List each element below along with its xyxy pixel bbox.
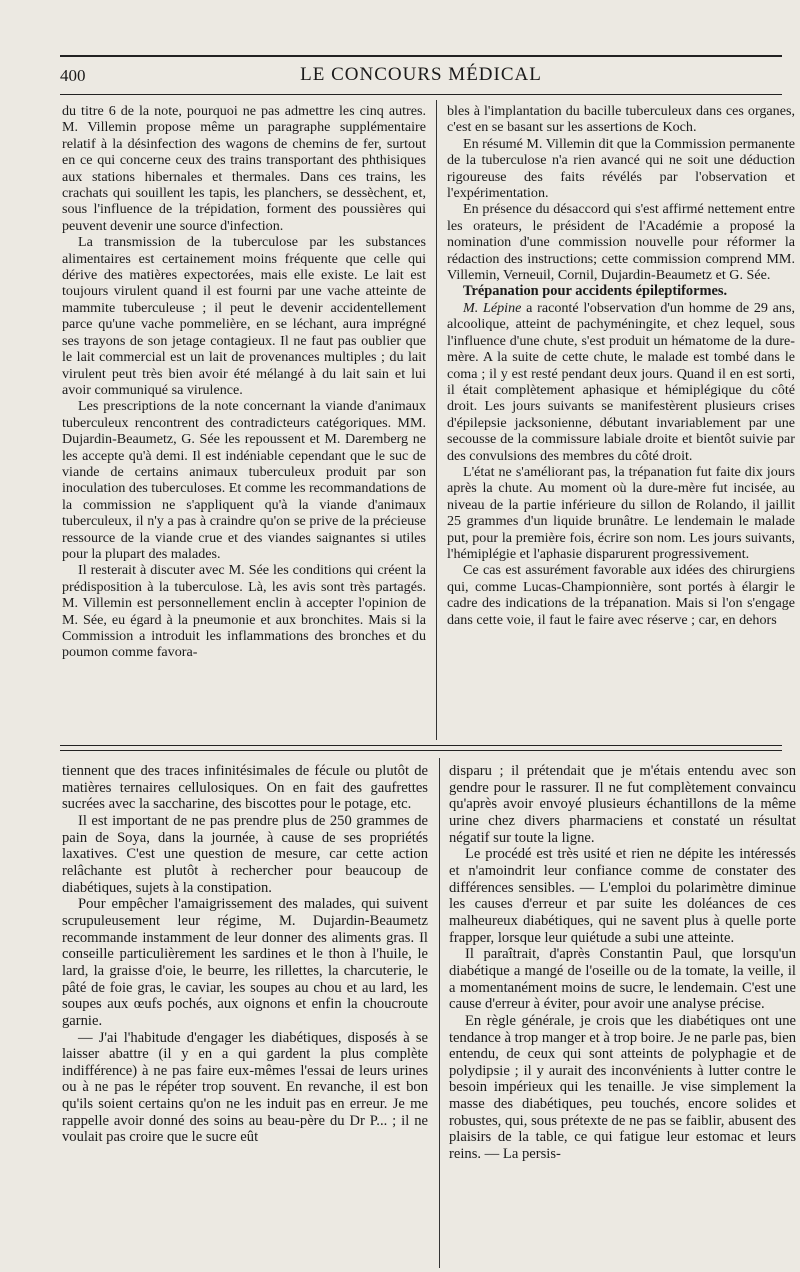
section-rule — [60, 750, 782, 751]
page-header — [60, 62, 782, 90]
column-bottom-right — [449, 763, 796, 1263]
author-name: M. Lépine — [463, 299, 522, 316]
section-rule — [60, 745, 782, 746]
paragraph: bles à l'implantation du bacille tuberculeux dans ces organes, c'est en se basant sur les assertions de Koch. — [447, 103, 795, 136]
paragraph: Pour empêcher l'amaigrissement des malades, qui suivent scrupuleusement leur régime, M. Dujardin-Beaumetz recommande instamment de leur donner des aliments gras. Il conseille particulièrement les sardines et le thon à l'huile, le lard, la graisse d'oie, le beurre, les rillettes, la charcuterie, le pâté de foie gras, le caviar, les soupes au chou et au lard, les soupes aux œufs pochés, aux oignons et enfin la choucroute garnie. — [62, 896, 428, 1029]
paragraph: Il paraîtrait, d'après Constantin Paul, que lorsqu'un diabétique a mangé de l'oseille ou de la tomate, la veille, il a momentanément moins de sucre, le lendemain. C'est une cause d'erreur à éviter, pour avoir une analyse précise. — [449, 946, 796, 1013]
paragraph: La transmission de la tuberculose par les substances alimentaires est certainement moins fréquente que celle qui dérive des matières expectorées, mais elle existe. Le lait est toujours virulent quand il est fourni par une vache atteinte de mammite tuberculeuse ; il peut le devenir accidentellement parce qu'une vache pommelière, en se léchant, aura imprégné ses trayons de son jetage contagieux. Il ne faut pas oublier que le lait commercial est un lait de provenances multiples ; du lait virulent peut très bien avoir été mélangé à du lait sain et lui avoir communiqué sa virulence. — [62, 234, 426, 398]
column-divider — [436, 100, 437, 740]
column-top-right — [447, 103, 795, 739]
column-bottom-left — [62, 763, 428, 1263]
page-number: 400 — [60, 66, 86, 85]
paragraph: Ce cas est assurément favorable aux idées des chirurgiens qui, comme Lucas-Championnière, sont portés à élargir le cadre des indications de la trépanation. Mais si l'on s'engage dans cette voie, il faut le faire avec réserve ; car, en dehors — [447, 562, 795, 628]
paragraph — [447, 300, 795, 464]
journal-title: LE CONCOURS MÉDICAL — [300, 64, 542, 85]
paragraph: En règle générale, je crois que les diabétiques ont une tendance à trop manger et à trop boire. Je ne parle pas, bien entendu, de ceux qui sont atteints de polyphagie et de polydipsie ; il y aurait des inconvénients à lutter contre le besoin impérieux qui les tenaille. Je vise simplement la masse des diabétiques, peu touchés, encore solides et robustes, qui, sous prétexte de ne pas se faiblir, abusent des plaisirs de la table, ce qui fatigue leur estomac et leurs reins. — La persis- — [449, 1012, 796, 1163]
paragraph: Le procédé est très usité et rien ne dépite les intéressés et n'amoindrit leur confiance comme de constater des différences sensibles. — L'emploi du polarimètre diminue les causes d'erreur et par suite les doléances de ces malheureux diabétiques, qui ne savent plus à quelle porte frapper, lorsque leur quiétude a subi une atteinte. — [449, 846, 796, 946]
paragraph-text: a raconté l'observation d'un homme de 29 ans, alcoolique, atteint de pachyméningite, et chez lequel, sous l'influence d'une chute, s'est produit un hématome de la dure-mère. A la suite de cette chute, le malade est tombé dans le coma ; il y est resté pendant deux jours. Quand il en est sorti, il était complètement aphasique et hémiplégique du côté droit. Les jours suivants se manifestèrent plusieurs crises d'épilepsie jacksonienne, débutant invariablement par une secousse de la commissure labiale droite et bientôt suivie par des convulsions des membres du côté droit. — [447, 299, 795, 464]
column-divider — [439, 758, 440, 1268]
paragraph: L'état ne s'améliorant pas, la trépanation fut faite dix jours après la chute. Au moment où la dure-mère fut incisée, au niveau de la partie inférieure du sillon de Rolando, il jaillit 25 grammes d'un liquide brunâtre. Le lendemain le malade put, pour la première fois, écrire son nom. Les jours suivants, l'hémiplégie et l'aphasie disparurent progressivement. — [447, 463, 795, 562]
paragraph: Les prescriptions de la note concernant la viande d'animaux tuberculeux rencontrent des contradicteurs catégoriques. MM. Dujardin-Beaumetz, G. Sée les repoussent et M. Daremberg ne les accepte qu'à demi. Il est indéniable cependant que le suc de viande de certains animaux tuberculeux produit par son inoculation des tuberculoses. Et comme les recommandations de la commission ne s'appliquent qu'à la viande d'animaux tuberculeux, il n'y a pas à craindre qu'on se prive de la précieuse ressource de la viande crue et des viandes saignantes si utiles pour la plupart des malades. — [62, 398, 426, 562]
paragraph: En présence du désaccord qui s'est affirmé nettement entre les orateurs, le président de l'Académie a proposé la nomination d'une commission nouvelle pour réformer la rédaction des instructions; cette commission comprend MM. Villemin, Verneuil, Cornil, Dujardin-Beaumetz et G. Sée. — [447, 201, 795, 284]
top-rule — [60, 55, 782, 57]
header-rule — [60, 94, 782, 95]
paragraph: — J'ai l'habitude d'engager les diabétiques, disposés à se laisser abattre (il y en a qui gardent la plus complète indifférence) à ne pas faire eux-mêmes l'essai de leurs urines ou à ne pas le répéter trop souvent. En revanche, il est bon qu'ils soient certains qu'on ne les induit pas en erreur. Je me rappelle avoir donné des soins au beau-père du Dr P... ; il ne voulait pas croire que le sucre eût — [62, 1029, 428, 1146]
paragraph: disparu ; il prétendait que je m'étais entendu avec son gendre pour le rassurer. Il ne fut complètement convaincu qu'après avoir envoyé plusieurs échantillons de la même urine chez divers pharmaciens et constaté un résultat négatif sur toute la ligne. — [449, 763, 796, 846]
paragraph: Il est important de ne pas prendre plus de 250 grammes de pain de Soya, dans la journée, à cause de ses propriétés laxatives. C'est une question de mesure, car cette action relâchante est plutôt à rechercher pour beaucoup de diabétiques, sujets à la constipation. — [62, 812, 428, 896]
paragraph: Il resterait à discuter avec M. Sée les conditions qui créent la prédisposition à la tuberculose. Là, les avis sont très partagés. M. Villemin est personnellement enclin à accepter l'opinion de M. Sée, eu égard à la pneumonie et aux bronchites. Mais si la Commission a introduit les inflammations des bronches et du poumon comme favora- — [62, 562, 426, 661]
column-top-left — [62, 103, 426, 739]
paragraph: du titre 6 de la note, pourquoi ne pas admettre les cinq autres. M. Villemin propose même un paragraphe supplémentaire relatif à la désinfection des wagons de chemins de fer, surtout en ce qui concerne ceux des trains transportant des phthisiques aux stations hibernales et thermales. Dans ces trains, les crachats qui souillent les tapis, les planchers, se dessèchent, et, sous l'influence de la trépidation, forment des poussières qui peuvent devenir une source d'infection. — [62, 103, 426, 234]
paragraph: tiennent que des traces infinitésimales de fécule ou plutôt de matières ternaires cellulosiques. On en fait des gaufrettes sucrées avec la saccharine, des biscottes pour le potage, etc. — [62, 763, 428, 813]
paragraph: En résumé M. Villemin dit que la Commission permanente de la tuberculose n'a rien avancé qui ne soit une déduction rigoureuse des faits révélés par l'observation et l'expérimentation. — [447, 135, 795, 202]
section-title: Trépanation pour accidents épileptiformes. — [463, 283, 728, 300]
